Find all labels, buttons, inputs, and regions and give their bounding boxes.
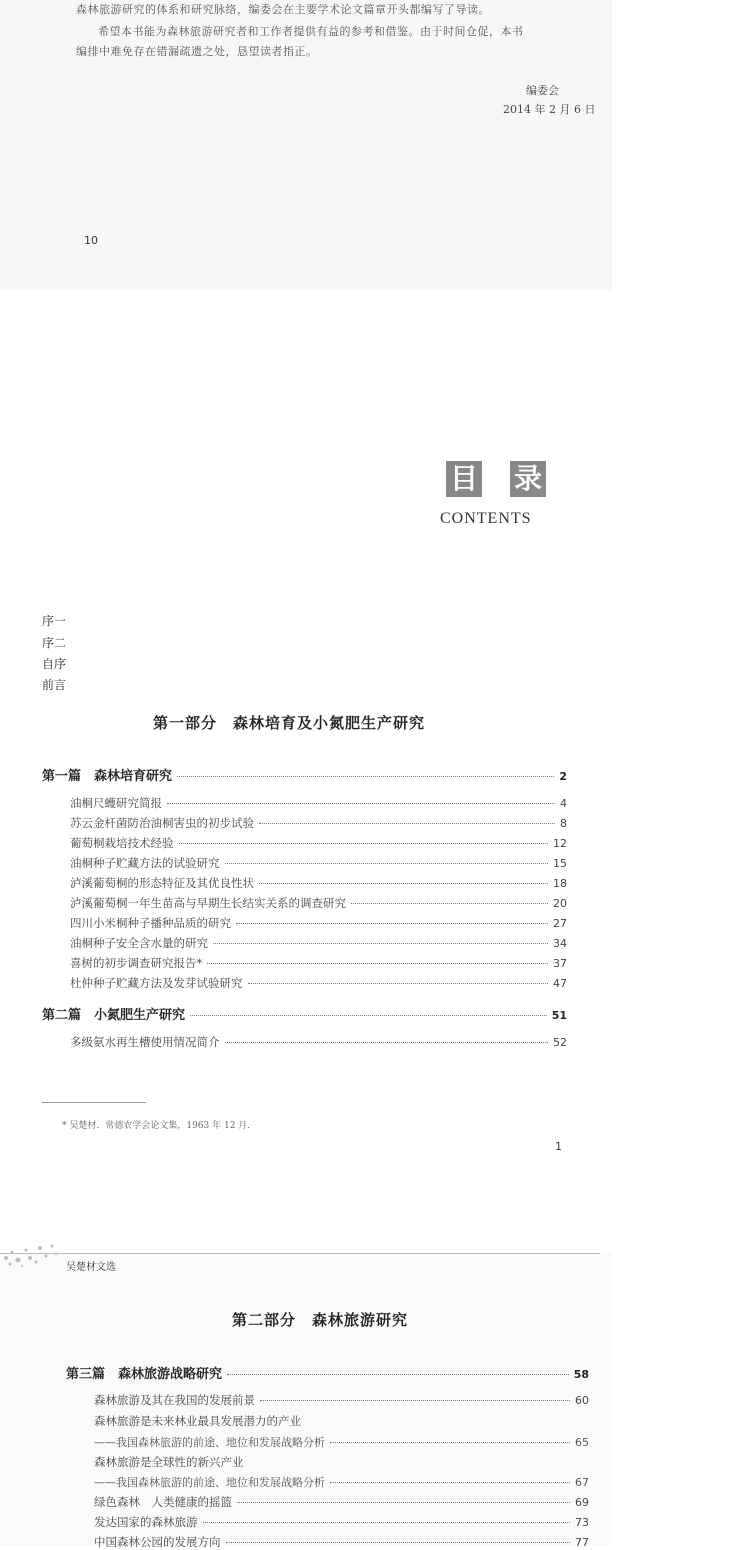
- toc-entry: [70, 835, 567, 851]
- toc-page-number: 27: [553, 917, 567, 930]
- toc-leader: [330, 1482, 570, 1483]
- toc-leader: [237, 1502, 570, 1503]
- prelim-item: 自序: [42, 657, 67, 671]
- toc-leader: [225, 1042, 549, 1043]
- toc-entry-title: 杜仲种子贮藏方法及发芽试验研究: [70, 976, 243, 990]
- toc-leader: [330, 1442, 570, 1443]
- toc-leader: [167, 803, 555, 804]
- toc-entry: [70, 815, 567, 831]
- toc-page-number: 37: [553, 957, 567, 970]
- toc-page-number: 58: [573, 1368, 589, 1381]
- toc-page-number: 8: [560, 817, 567, 830]
- toc-entry-title: 发达国家的森林旅游: [94, 1515, 198, 1529]
- toc-page-number: 20: [553, 897, 567, 910]
- contents-title-char-1: 目: [446, 461, 482, 497]
- toc-page-number: 67: [575, 1476, 589, 1489]
- running-header: 吴楚材文选: [66, 1262, 116, 1273]
- toc-entry-title: 葡萄桐栽培技术经验: [70, 836, 174, 850]
- page-number-contents: 1: [555, 1140, 562, 1153]
- toc-entry: [70, 955, 567, 971]
- prelim-item: 前言: [42, 678, 67, 692]
- contents-title-char-2: 录: [510, 461, 546, 497]
- toc-leader: [177, 776, 554, 777]
- toc-entry-title: 中国森林公园的发展方向: [94, 1535, 221, 1549]
- toc-entry-title: 森林旅游是全球性的新兴产业: [94, 1455, 244, 1469]
- running-header-rule: [0, 1253, 600, 1254]
- toc-entry-title: 泸溪葡萄桐一年生苗高与早期生长结实关系的调查研究: [70, 896, 346, 910]
- footnote: * 吴楚材．常德农学会论文集，1963 年 12 月．: [62, 1121, 257, 1131]
- toc-entry-title: 森林旅游及其在我国的发展前景: [94, 1393, 255, 1407]
- toc-chapter-2: [42, 1004, 567, 1023]
- toc-entry: [94, 1514, 589, 1530]
- toc-page-number: 52: [553, 1036, 567, 1049]
- toc-leader: [225, 863, 549, 864]
- header-ornament: [0, 1230, 62, 1272]
- toc-entry-title: 多级氨水再生槽使用情况简介: [70, 1035, 220, 1049]
- toc-page-number: 18: [553, 877, 567, 890]
- toc-chapter-3: [66, 1363, 589, 1382]
- toc-entry-title: 四川小米桐种子播种品质的研究: [70, 916, 231, 930]
- toc-page-number: 15: [553, 857, 567, 870]
- toc-entry-title: 森林旅游是未来林业最具发展潜力的产业: [94, 1414, 301, 1428]
- toc-entry: [94, 1494, 589, 1510]
- prelim-item: 序一: [42, 614, 67, 628]
- contents-title-block: [446, 461, 546, 497]
- toc-chapter-title: 第三篇 森林旅游战略研究: [66, 1367, 223, 1382]
- toc-entry: [70, 895, 567, 911]
- toc-chapter-1: [42, 765, 567, 784]
- toc-page-number: 2: [559, 770, 567, 783]
- toc-chapter-title: 第一篇 森林培育研究: [42, 769, 173, 784]
- toc-entry-title: 苏云金杆菌防治油桐害虫的初步试验: [70, 816, 254, 830]
- toc-entry-title: 油桐种子安全含水量的研究: [70, 936, 208, 950]
- toc-leader: [226, 1542, 571, 1543]
- page-number-top: 10: [84, 234, 98, 247]
- toc-entry-subtitle: [94, 1474, 589, 1490]
- toc-leader: [190, 1015, 547, 1016]
- toc-entry: [70, 795, 567, 811]
- toc-leader: [236, 923, 548, 924]
- preface-line-2: 希望本书能为森林旅游研究者和工作者提供有益的参考和借鉴。由于时间仓促，本书: [98, 25, 524, 38]
- signature-date: 2014 年 2 月 6 日: [503, 103, 596, 116]
- toc-page-number: 4: [560, 797, 567, 810]
- toc-entry: [70, 975, 567, 991]
- toc-entry-title: 喜树的初步调查研究报告*: [70, 956, 203, 970]
- toc-page-number: 73: [575, 1516, 589, 1529]
- toc-leader: [259, 883, 548, 884]
- toc-leader: [213, 943, 548, 944]
- preface-line-3: 编排中难免存在错漏疏遗之处，恳望读者指正。: [76, 45, 318, 58]
- toc-leader: [260, 1400, 570, 1401]
- toc-subtitle-text: ——我国森林旅游的前途、地位和发展战略分析: [94, 1436, 325, 1449]
- toc-page-number: 51: [551, 1009, 567, 1022]
- prelim-item: 序二: [42, 636, 67, 650]
- toc-entry-title: 油桐尺蠖研究简报: [70, 796, 162, 810]
- part-2-title: 第二部分 森林旅游研究: [232, 1311, 409, 1329]
- part-1-title: 第一部分 森林培育及小氮肥生产研究: [153, 714, 426, 732]
- contents-english-title: CONTENTS: [440, 510, 532, 527]
- toc-chapter-title: 第二篇 小氮肥生产研究: [42, 1008, 186, 1023]
- toc-page-number: 34: [553, 937, 567, 950]
- toc-page-number: 12: [553, 837, 567, 850]
- toc-leader: [227, 1374, 569, 1375]
- toc-leader: [351, 903, 548, 904]
- toc-page-number: 69: [575, 1496, 589, 1509]
- footnote-rule: [42, 1102, 146, 1103]
- toc-leader: [203, 1522, 571, 1523]
- toc-leader: [207, 963, 548, 964]
- toc-entry-title: 泸溪葡萄桐的形态特征及其优良性状: [70, 876, 254, 890]
- toc-entry: [70, 875, 567, 891]
- toc-entry: [70, 935, 567, 951]
- signature: 编委会: [526, 84, 559, 97]
- toc-page-number: 65: [575, 1436, 589, 1449]
- toc-entry: [94, 1534, 589, 1550]
- toc-page-number: 47: [553, 977, 567, 990]
- toc-entry: [70, 855, 567, 871]
- toc-entry: [70, 1034, 567, 1050]
- toc-leader: [248, 983, 549, 984]
- toc-leader: [259, 823, 555, 824]
- toc-entry-title: 油桐种子贮藏方法的试验研究: [70, 856, 220, 870]
- toc-entry: [94, 1392, 589, 1408]
- toc-page-number: 60: [575, 1394, 589, 1407]
- toc-subtitle-text: ——我国森林旅游的前途、地位和发展战略分析: [94, 1476, 325, 1489]
- toc-entry-title: 绿色森林 人类健康的摇篮: [94, 1495, 232, 1509]
- toc-entry-subtitle: [94, 1434, 589, 1450]
- toc-leader: [179, 843, 549, 844]
- toc-entry: [70, 915, 567, 931]
- preface-line-1: 森林旅游研究的体系和研究脉络，编委会在主要学术论文篇章开头都编写了导读。: [76, 3, 490, 16]
- toc-page-number: 77: [575, 1536, 589, 1549]
